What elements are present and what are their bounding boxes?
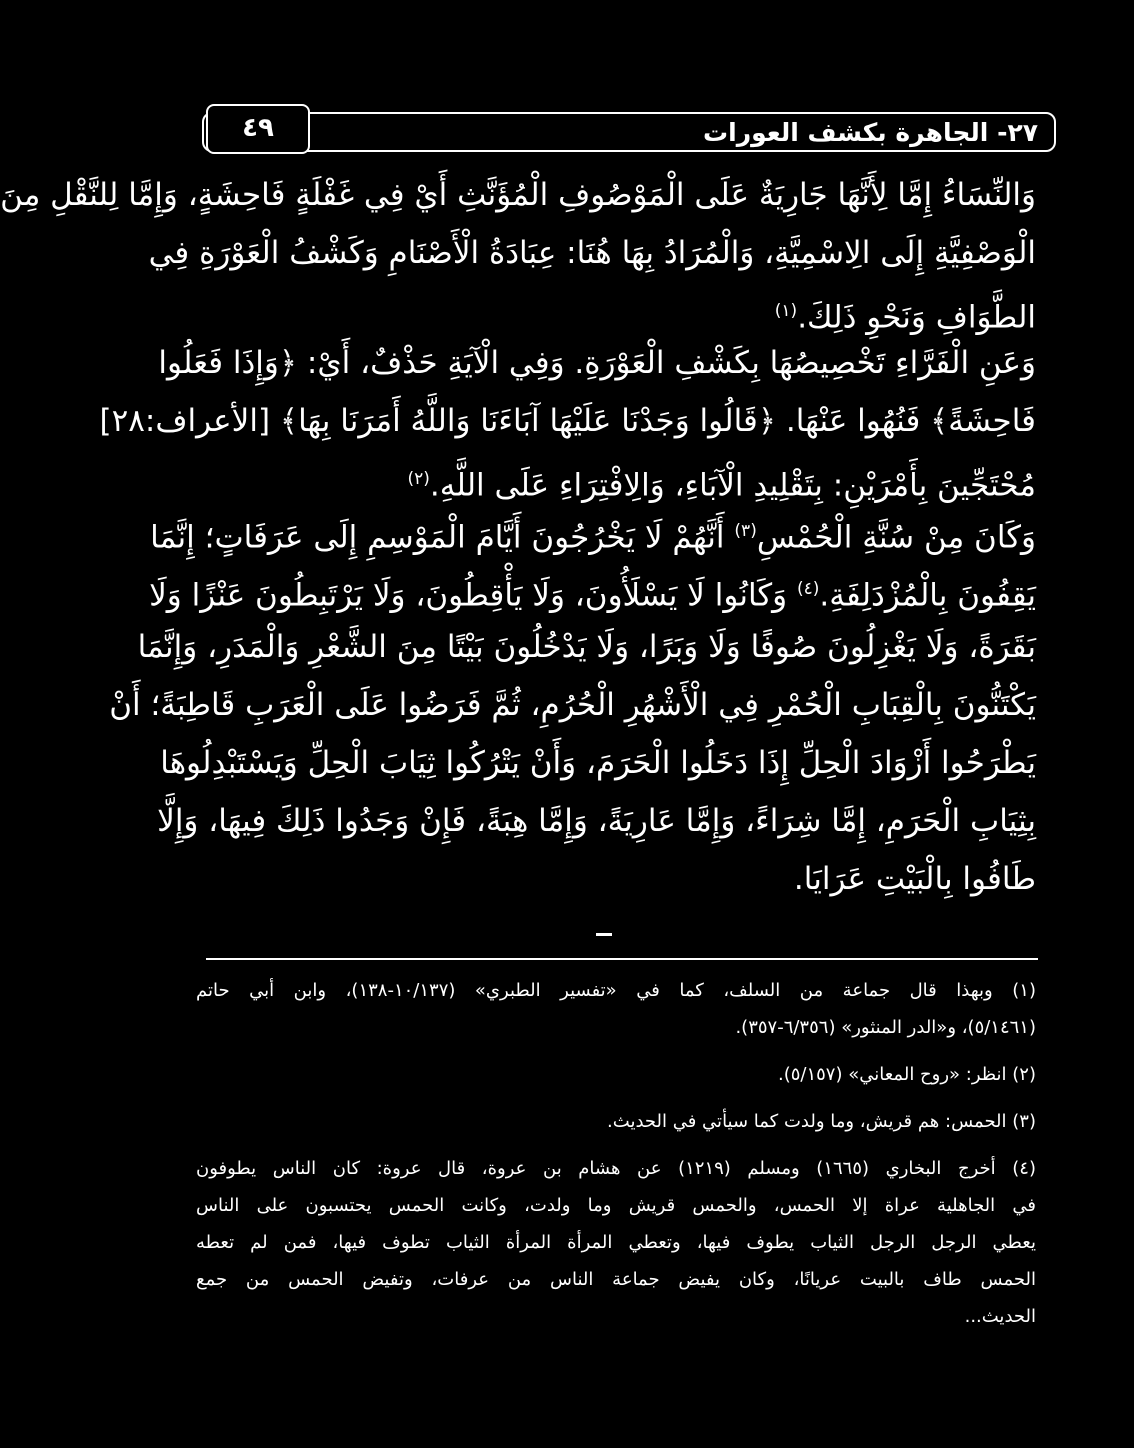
body-paragraph-2 xyxy=(99,334,1036,508)
footnote-2: (٢) انظر: «روح المعاني» (٥/١٥٧). xyxy=(777,1064,1036,1085)
body-line: طَافُوا بِالْبَيْتِ عَرَايَا. xyxy=(793,861,1036,897)
body-line-text: مُحْتَجِّينَ بِأَمْرَيْنِ: بِتَقْلِيدِ الْآبَاءِ، وَالِافْتِرَاءِ عَلَى اللَّهِ. xyxy=(429,467,1036,504)
body-paragraph-1 xyxy=(0,166,1036,340)
body-line: بِثِيَابِ الْحَرَمِ، إِمَّا شِرَاءً، وَإِمَّا عَارِيَةً، وَإِمَّا هِبَةً، فَإِنْ وَجَدُوا ذَلِكَ فِيهَا، وَإِلَّا xyxy=(157,803,1036,839)
footnote-4-line: الحمس طاف بالبيت عريانًا، وكان يفيض جماعة الناس من عرفات، وتفيض الحمس من جمع xyxy=(196,1269,1036,1290)
footnote-3: (٣) الحمس: هم قريش، وما ولدت كما سيأتي في الحديث. xyxy=(607,1111,1036,1132)
body-line: فَاحِشَةً﴾ فَنُهُوا عَنْهَا. ﴿قَالُوا وَجَدْنَا عَلَيْهَا آبَاءَنَا وَاللَّهُ أَمَرَنَا بِهَا﴾ [الأعراف:٢٨] xyxy=(99,403,1036,439)
body-line-text: أَنَّهُمْ لَا يَخْرُجُونَ أَيَّامَ الْمَوْسِمِ إِلَى عَرَفَاتٍ؛ إِنَّمَا xyxy=(150,519,735,556)
footnote-4-line: في الجاهلية عراة إلا الحمس، والحمس قريش وما ولدت، وكانت الحمس يحتسبون على الناس xyxy=(196,1195,1036,1216)
body-line: يَطْرَحُوا أَزْوَادَ الْحِلِّ إِذَا دَخَلُوا الْحَرَمَ، وَأَنْ يَتْرُكُوا ثِيَابَ الْحِلِّ وَيَسْتَبْدِلُوهَا xyxy=(160,745,1036,781)
footnotes xyxy=(196,972,1036,1335)
page-number-box xyxy=(206,104,310,154)
footnote-marker: (٣) xyxy=(734,521,757,541)
body-line-text: يَقِفُونَ بِالْمُزْدَلِفَةِ. xyxy=(819,577,1036,614)
separator-dash xyxy=(596,933,612,936)
body-paragraph-3 xyxy=(109,502,1036,908)
body-line-text: وَكَانَ مِنْ سُنَّةِ الْحُمْسِ xyxy=(756,519,1036,556)
body-line: وَالنِّسَاءُ إِمَّا لِأَنَّهَا جَارِيَةٌ عَلَى الْمَوْصُوفِ الْمُؤَنَّثِ أَيْ فِي غَفْلَةٍ فَاحِشَةٍ، وَإِمَّا لِلنَّقْلِ مِنَ xyxy=(0,177,1036,213)
body-line: الْوَصْفِيَّةِ إِلَى الِاسْمِيَّةِ، وَالْمُرَادُ بِهَا هُنَا: عِبَادَةُ الْأَصْنَامِ وَكَشْفُ الْعَوْرَةِ فِي xyxy=(148,235,1036,271)
body-line: يَكْتَنُّونَ بِالْقِبَابِ الْحُمْرِ فِي الْأَشْهُرِ الْحُرُمِ، ثُمَّ فَرَضُوا عَلَى الْعَرَبِ قَاطِبَةً؛ أَنْ xyxy=(109,687,1036,723)
body-line-text: الطَّوَافِ وَنَحْوِ ذَلِكَ. xyxy=(797,299,1036,336)
footnote-marker: (٤) xyxy=(797,579,820,599)
chapter-title: ٢٧- الجاهرة بكشف العورات xyxy=(703,118,1038,147)
running-header xyxy=(202,112,1056,152)
footnote-marker: (٢) xyxy=(407,469,430,489)
body-line: بَقَرَةً، وَلَا يَغْزِلُونَ صُوفًا وَلَا وَبَرًا، وَلَا يَدْخُلُونَ بَيْتًا مِنَ الشَّعْرِ وَالْمَدَرِ، وَإِنَّمَا xyxy=(137,629,1036,665)
body-line-text: وَكَانُوا لَا يَسْلَأُونَ، وَلَا يَأْقِطُونَ، وَلَا يَرْتَبِطُونَ عَنْزًا وَلَا xyxy=(149,577,797,614)
footnote-4-line: (٤) أخرج البخاري (١٦٦٥) ومسلم (١٢١٩) عن هشام بن عروة، قال عروة: كان الناس يطوفون xyxy=(196,1158,1036,1179)
body-line xyxy=(196,282,1036,340)
page-number: ٤٩ xyxy=(242,113,274,143)
footnote-1-line: (١) وبهذا قال جماعة من السلف، كما في «تفسير الطبري» (١٠/١٣٧-١٣٨)، وابن أبي حاتم xyxy=(196,980,1036,1001)
footnote-4-line: يعطي الرجل الرجل الثياب يطوف فيها، وتعطي المرأة المرأة الثياب تطوف فيها، فمن لم تعطه xyxy=(196,1232,1036,1253)
body-line xyxy=(149,560,1036,618)
body-line xyxy=(196,450,1036,508)
footnote-marker: (١) xyxy=(774,301,798,321)
footnote-1-line: (٥/١٤٦١)، و«الدر المنثور» (٦/٣٥٦-٣٥٧). xyxy=(735,1017,1036,1038)
footnote-4-line: الحديث... xyxy=(964,1306,1036,1327)
footnote-divider xyxy=(206,958,1038,960)
body-line xyxy=(150,502,1036,560)
body-line: وَعَنِ الْفَرَّاءِ تَخْصِيصُهَا بِكَشْفِ الْعَوْرَةِ. وَفِي الْآيَةِ حَذْفٌ، أَيْ: ﴿وَإِذَا فَعَلُوا xyxy=(158,345,1036,381)
